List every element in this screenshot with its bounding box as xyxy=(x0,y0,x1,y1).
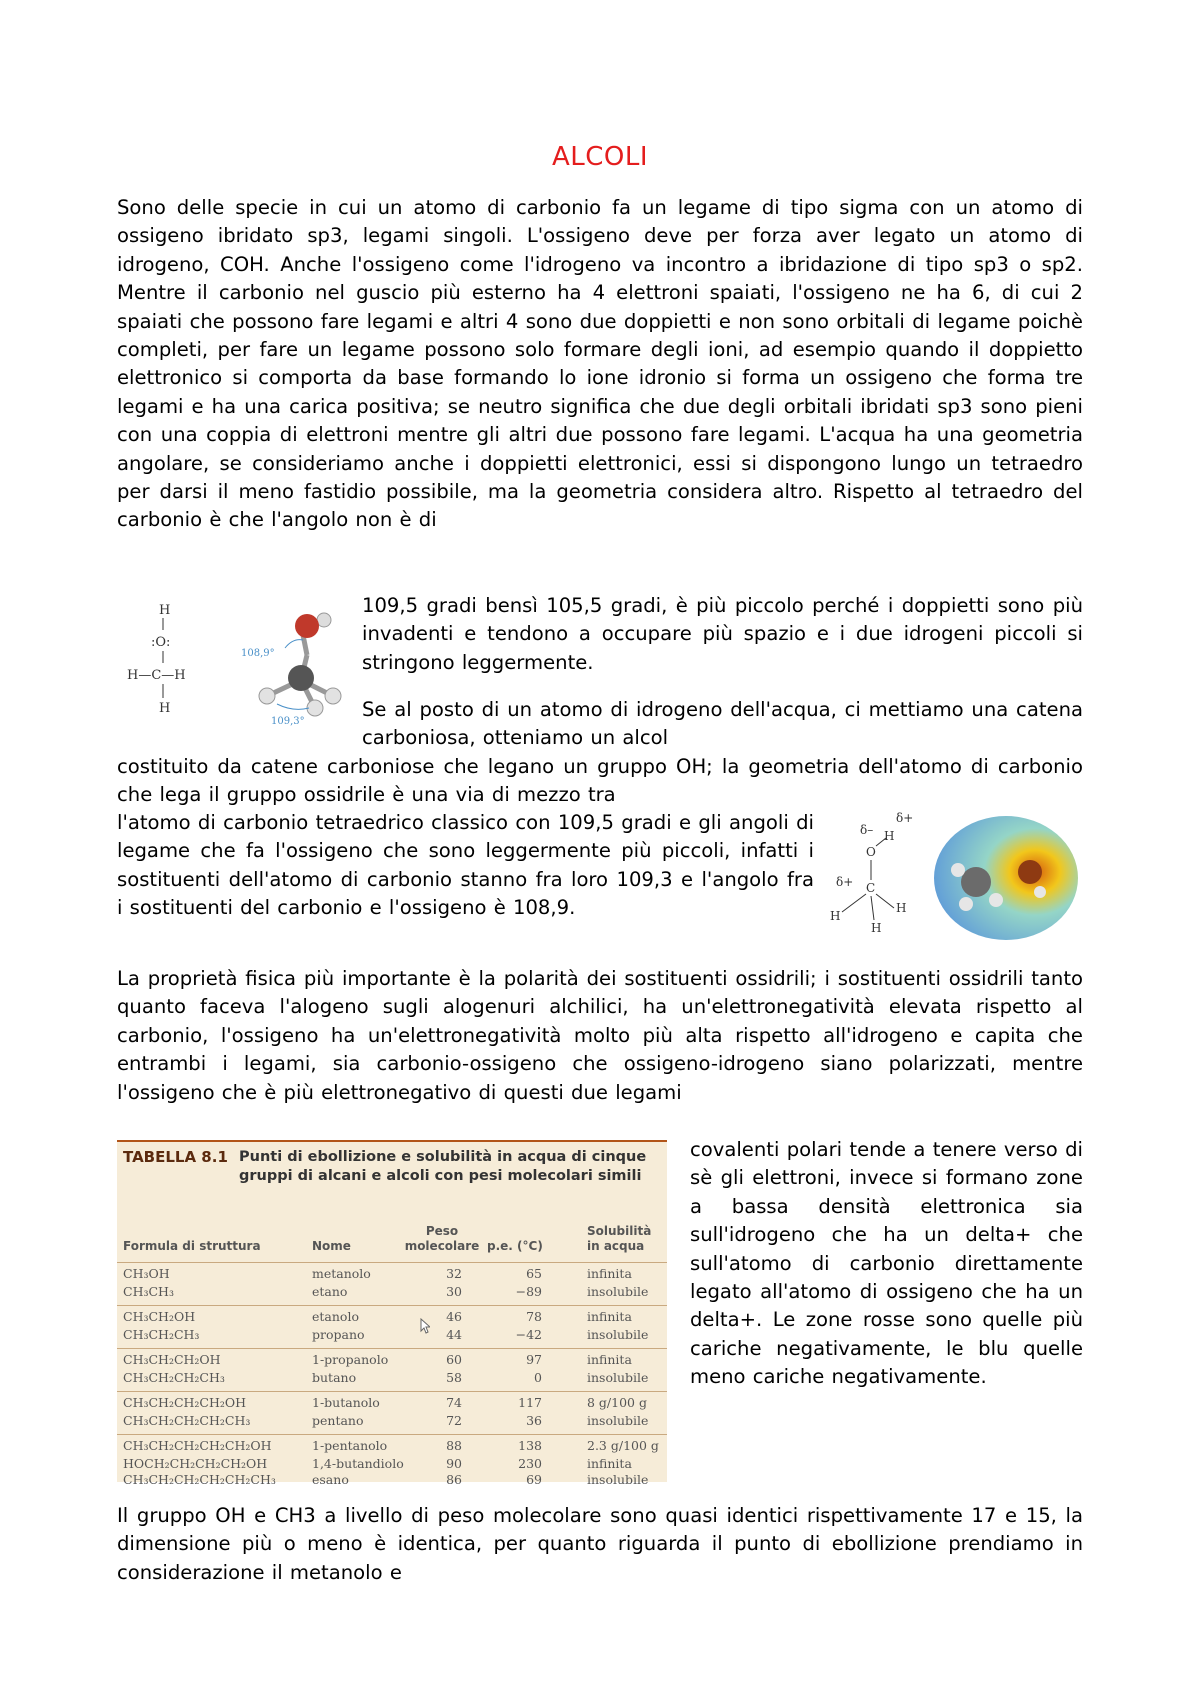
paragraph-text: Sono delle specie in cui un atomo di carbonio fa un legame di tipo sigma con un atomo di ossigeno ibridato sp3, legami singoli. L'ossigeno deve per forza aver legato un atomo di idrogeno, COH. Anche l'ossigeno come l'idrogeno va incontro a ibridazione di tipo sp3 o sp2. Mentre il carbonio nel guscio più esterno ha 4 elettroni spaiati, l'ossigeno ne ha 6, di cui 2 spaiati che possono fare legami e altri 4 sono due doppietti e non sono orbitali di legame poichè completi, per fare un legame possono solo formare degli ioni, ad esempio quando il doppietto elettronico si comporta da base formando lo ione idronio si forma un ossigeno che forma tre legami e ha una carica positiva; se neutro significa che due degli orbitali ibridati sp3 sono pieni con una coppia di elettroni mentre gli altri due possono fare legami. L'acqua ha una geometria angolare, se consideriamo anche i doppietti elettronici, essi si dispongono lungo un tetraedro per darsi il meno fastidio possibile, ma la geometria considera altro. Rispetto al tetraedro del carbonio è che l'angolo non è di xyxy=(117,196,1083,532)
lewis-carbon-row: H—C—H xyxy=(127,668,186,683)
cell-pe: 78 xyxy=(526,1309,542,1324)
cell-pe: 97 xyxy=(526,1352,542,1367)
cell-solubilita: insolubile xyxy=(587,1370,649,1385)
cell-pe: 36 xyxy=(526,1413,542,1428)
cell-solubilita: insolubile xyxy=(587,1472,649,1487)
delta-minus-label: δ– xyxy=(860,823,874,837)
table-title: Punti di ebollizione e solubilità in acqua di cinque gruppi di alcani e alcoli con pesi molecolari simili xyxy=(239,1149,647,1184)
table-row xyxy=(117,1413,667,1431)
cell-pe: 230 xyxy=(518,1456,542,1471)
cell-nome: 1-propanolo xyxy=(312,1352,389,1367)
oxygen-ball xyxy=(295,614,319,638)
cell-pe: 69 xyxy=(526,1472,542,1487)
table-row xyxy=(117,1370,667,1388)
table-header xyxy=(117,1202,667,1263)
cell-solubilita: infinita xyxy=(587,1352,632,1367)
cell-solubilita: infinita xyxy=(587,1456,632,1471)
angle-label-top: 108,9° xyxy=(241,648,275,659)
atom-o-label: O xyxy=(866,845,876,859)
cell-formula: CH₃CH₃ xyxy=(123,1284,174,1299)
cell-pe: 138 xyxy=(518,1438,542,1453)
cell-peso: 90 xyxy=(446,1456,462,1471)
atom-h-label: H xyxy=(896,901,907,915)
cell-formula: CH₃CH₂CH₂CH₂OH xyxy=(123,1395,247,1410)
angle-label-bottom: 109,3° xyxy=(271,716,305,727)
paragraph-polarity xyxy=(117,965,1083,1107)
paragraph-polarity-b xyxy=(690,1136,1083,1392)
atom-h-label: H xyxy=(830,909,841,923)
paragraph-intro xyxy=(117,194,1083,535)
cell-pe: 0 xyxy=(534,1370,542,1385)
table-row xyxy=(117,1472,667,1490)
cell-peso: 58 xyxy=(446,1370,462,1385)
cell-formula: CH₃CH₂CH₂CH₂CH₃ xyxy=(123,1413,251,1428)
cell-formula: CH₃CH₂CH₂CH₂CH₂CH₃ xyxy=(123,1472,276,1487)
cell-peso: 32 xyxy=(446,1266,462,1281)
cell-formula: CH₃OH xyxy=(123,1266,170,1281)
cell-nome: 1-pentanolo xyxy=(312,1438,388,1453)
table-row xyxy=(117,1395,667,1413)
lewis-h-top: H xyxy=(159,603,171,618)
paragraph-alcohol-c xyxy=(117,809,814,923)
cell-nome: etanolo xyxy=(312,1309,359,1324)
hydrogen-ball xyxy=(317,613,331,627)
cell-nome: etano xyxy=(312,1284,348,1299)
cell-formula: CH₃CH₂CH₂CH₃ xyxy=(123,1370,225,1385)
cell-solubilita: insolubile xyxy=(587,1413,649,1428)
table-row xyxy=(117,1352,667,1370)
paragraph-alcohol-a xyxy=(362,696,1083,753)
cell-formula: CH₃CH₂CH₂OH xyxy=(123,1352,221,1367)
table-number: TABELLA 8.1 xyxy=(123,1148,228,1166)
cell-peso: 44 xyxy=(446,1327,462,1342)
paragraph-text: costituito da catene carboniose che legano un gruppo OH; la geometria dell'atomo di carbonio che lega il gruppo ossidrile è una via di mezzo tra xyxy=(117,755,1083,807)
cell-formula: CH₃CH₂CH₃ xyxy=(123,1327,200,1342)
cell-formula: HOCH₂CH₂CH₂CH₂OH xyxy=(123,1456,268,1471)
atom-c-label: C xyxy=(866,881,876,895)
paragraph-text: covalenti polari tende a tenere verso di sè gli elettroni, invece si formano zone a bassa densità elettronica sia sull'idrogeno che ha un delta+ che sull'atomo di carbonio direttamente legato all'atomo di ossigeno che ha un delta+. Le zone rosse sono quelle più cariche negativamente, le blu quelle meno cariche negativamente. xyxy=(690,1138,1083,1389)
cell-peso: 88 xyxy=(446,1438,462,1453)
cell-nome: propano xyxy=(312,1327,365,1342)
boiling-points-table xyxy=(117,1140,667,1487)
cell-peso: 72 xyxy=(446,1413,462,1428)
paragraph-text: Il gruppo OH e CH3 a livello di peso molecolare sono quasi identici rispettivamente 17 e 15, la dimensione più o meno è identica, per quanto riguarda il punto di ebollizione prendiamo in considerazione il metanolo e xyxy=(117,1504,1083,1584)
cell-formula: CH₃CH₂CH₂CH₂CH₂OH xyxy=(123,1438,272,1453)
cell-nome: metanolo xyxy=(312,1266,371,1281)
cell-solubilita: 8 g/100 g xyxy=(587,1395,647,1410)
paragraph-text: La proprietà fisica più importante è la polarità dei sostituenti ossidrili; i sostituenti ossidrili tanto quanto faceva l'alogeno sugli alogenuri alchilici, ha un'elettronegatività elevata rispetto al carbonio, l'ossigeno ha un'elettronegatività molto più alta rispetto all'idrogeno e capita che entrambi i legami, sia carbonio-ossigeno che ossigeno-idrogeno siano polarizzati, mentre l'ossigeno che è più elettronegativo di questi due legami xyxy=(117,967,1083,1104)
cell-peso: 46 xyxy=(446,1309,462,1324)
table-row xyxy=(117,1266,667,1284)
electrostatic-svg xyxy=(826,808,1086,958)
table-row xyxy=(117,1309,667,1327)
paragraph-alcohol-b xyxy=(117,753,1083,810)
cell-pe: −89 xyxy=(515,1284,542,1299)
atom-h-label: H xyxy=(884,829,895,843)
cell-solubilita: infinita xyxy=(587,1309,632,1324)
cell-peso: 60 xyxy=(446,1352,462,1367)
mouse-cursor-icon xyxy=(420,1318,430,1334)
lewis-oxygen: :O: xyxy=(151,635,171,650)
cell-nome: 1-butanolo xyxy=(312,1395,380,1410)
methanol-structure-figure xyxy=(117,600,357,730)
delta-plus-c-label: δ+ xyxy=(836,875,854,889)
carbon-ball xyxy=(288,665,314,691)
header-solubilita: Solubilità in acqua xyxy=(587,1224,652,1253)
cell-solubilita: insolubile xyxy=(587,1284,649,1299)
paragraph-text: l'atomo di carbonio tetraedrico classico con 109,5 gradi e gli angoli di legame che fa l'ossigeno che sono leggermente più piccoli, infatti i sostituenti dell'atomo di carbonio stanno fra loro 109,3 e l'angolo fra i sostituenti del carbonio e l'ossigeno è 108,9. xyxy=(117,811,814,920)
header-pe: p.e. (°C) xyxy=(487,1239,543,1253)
cell-pe: −42 xyxy=(515,1327,542,1342)
cell-nome: 1,4-butandiolo xyxy=(312,1456,404,1471)
table-row xyxy=(117,1327,667,1345)
lewis-h-bottom: H xyxy=(159,701,171,716)
paragraph-text: Se al posto di un atomo di idrogeno dell'acqua, ci mettiamo una catena carboniosa, otteniamo un alcol xyxy=(362,698,1083,750)
cell-peso: 74 xyxy=(446,1395,462,1410)
cell-formula: CH₃CH₂OH xyxy=(123,1309,196,1324)
header-nome: Nome xyxy=(312,1239,351,1253)
methanol-svg xyxy=(117,600,357,730)
cell-solubilita: 2.3 g/100 g xyxy=(587,1438,659,1453)
atom-h-label: H xyxy=(871,921,882,935)
header-peso: Peso molecolare xyxy=(404,1224,480,1253)
delta-plus-h-label: δ+ xyxy=(896,811,914,825)
potential-surface xyxy=(934,816,1078,940)
table-row xyxy=(117,1284,667,1302)
paragraph-molecular-weight xyxy=(117,1502,1083,1587)
table-row xyxy=(117,1438,667,1456)
header-formula: Formula di struttura xyxy=(123,1239,261,1253)
cell-nome: butano xyxy=(312,1370,357,1385)
cell-nome: esano xyxy=(312,1472,349,1487)
cell-solubilita: infinita xyxy=(587,1266,632,1281)
electrostatic-map-figure xyxy=(826,808,1086,958)
cell-pe: 65 xyxy=(526,1266,542,1281)
cell-pe: 117 xyxy=(518,1395,542,1410)
cell-peso: 86 xyxy=(446,1472,462,1487)
paragraph-text: 109,5 gradi bensì 105,5 gradi, è più piccolo perché i doppietti sono più invadenti e tendono a occupare più spazio e i due idrogeni piccoli si stringono leggermente. xyxy=(362,594,1083,674)
cell-solubilita: insolubile xyxy=(587,1327,649,1342)
page-title: ALCOLI xyxy=(551,142,649,172)
paragraph-angle xyxy=(362,592,1083,677)
cell-nome: pentano xyxy=(312,1413,364,1428)
cell-peso: 30 xyxy=(446,1284,462,1299)
